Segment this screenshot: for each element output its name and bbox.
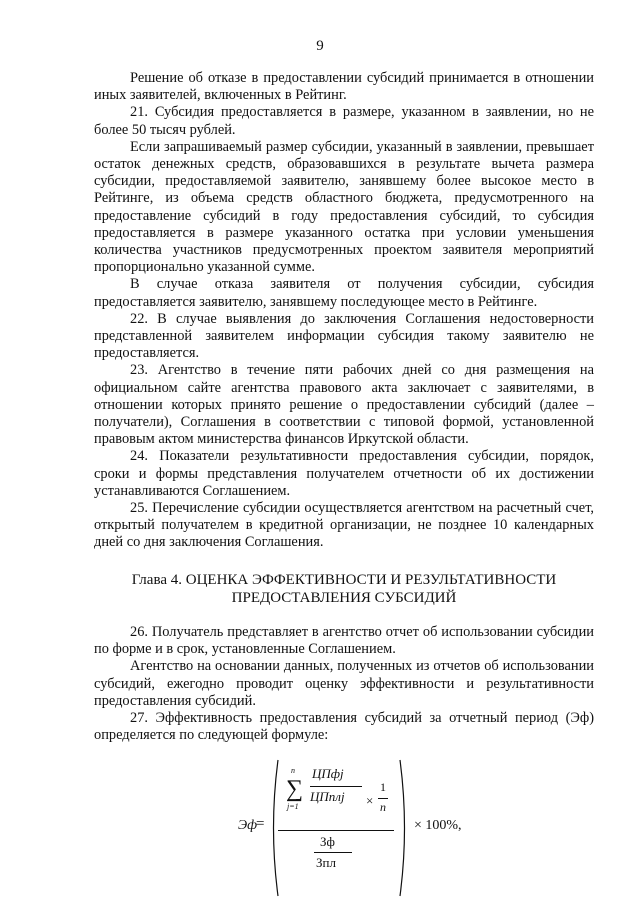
left-paren-icon (268, 758, 280, 898)
paragraph: 27. Эффективность предоставления субсидий за отчетный период (Эф) определяется по следующей формуле: (94, 710, 594, 744)
paragraph: Если запрашиваемый размер субсидии, указанный в заявлении, превышает остаток денежных средств, образовавшихся в результате вычета размера субсидии, предоставляемой заявителю, занявшему более высокое место в Рейтинге, из объема средств областного бюджета, предусмотренного на предоставление субсидий в году предоставления субсидий, то субсидия предоставляется в размере указанного остатка при условии уменьшения количества участников предусмотренных проектом заявителя мероприятий пропорционально указанной сумме. (94, 138, 594, 276)
fraction-n: n (380, 800, 386, 814)
body-section-1 (94, 70, 594, 552)
sigma-icon: ∑ (286, 776, 304, 802)
paragraph: 24. Показатели результативности предоставления субсидии, порядок, сроки и формы представления получателем отчетности об их достижении устанавливаются Соглашением. (94, 448, 594, 499)
page-number: 9 (316, 38, 324, 54)
main-fraction-bar (278, 830, 394, 831)
paragraph: Агентство на основании данных, полученных из отчетов об использовании субсидий, ежегодно проводит оценку эффективности и результативности предоставления субсидий. (94, 658, 594, 709)
paragraph: 21. Субсидия предоставляется в размере, указанном в заявлении, но не более 50 тысяч рублей. (94, 104, 594, 138)
paragraph: В случае отказа заявителя от получения субсидии, субсидия предоставляется заявителю, занявшему последующее место в Рейтинге. (94, 276, 594, 310)
efficiency-formula (238, 758, 598, 898)
body-section-2 (94, 624, 594, 744)
right-paren-icon (398, 758, 410, 898)
fraction-denominator: ЦПплj (310, 789, 345, 804)
sum-lower-limit: j=1 (287, 802, 299, 811)
paragraph: 23. Агентство в течение пяти рабочих дней со дня размещения на официальном сайте агентства правового акта заключает с заявителями, в отношении которых принято решение о предоставлении субсидий (далее – получатели), Соглашения в соответствии с типовой формой, установленной правовым актом министерства финансов Иркутской области. (94, 362, 594, 448)
sum-upper-limit: n (291, 766, 295, 775)
formula-equals: = (256, 816, 265, 832)
paragraph: 22. В случае выявления до заключения Соглашения недостоверности представленной заявителем информации субсидия такому заявителю не предоставляется. (94, 310, 594, 362)
formula-lhs: Эф (238, 818, 258, 833)
zpl-term: Зпл (316, 855, 336, 870)
fraction-bar (310, 786, 362, 787)
fraction-one: 1 (380, 780, 386, 794)
zf-term: Зф (320, 834, 335, 849)
chapter-heading-line-1: Глава 4. ОЦЕНКА ЭФФЕКТИВНОСТИ И РЕЗУЛЬТАТИВНОСТИ (131, 572, 557, 588)
fraction-bar (378, 798, 388, 799)
fraction-numerator: ЦПфj (312, 766, 344, 781)
fraction-bar (314, 852, 352, 853)
chapter-heading (94, 571, 594, 607)
paragraph: Решение об отказе в предоставлении субсидий принимается в отношении иных заявителей, включенных в Рейтинг. (94, 70, 594, 104)
chapter-heading-line-2: ПРЕДОСТАВЛЕНИЯ СУБСИДИЙ (231, 590, 457, 606)
formula-tail: × 100%, (414, 818, 462, 833)
multiply-sign: × (366, 793, 374, 808)
paragraph: 25. Перечисление субсидии осуществляется агентством на расчетный счет, открытый получателем в кредитной организации, не позднее 10 календарных дней со дня заключения Соглашения. (94, 500, 594, 551)
paragraph: 26. Получатель представляет в агентство отчет об использовании субсидии по форме и в срок, установленные Соглашением. (94, 624, 594, 658)
